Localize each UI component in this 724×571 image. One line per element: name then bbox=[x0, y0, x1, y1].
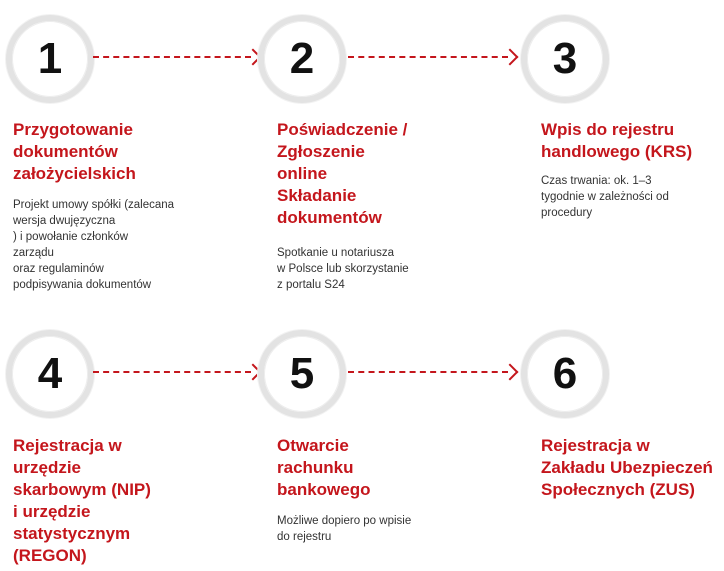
arrow-1-to-2-icon bbox=[93, 56, 251, 60]
step-2-number: 2 bbox=[289, 34, 315, 83]
step-6-circle bbox=[521, 330, 609, 418]
step-4-circle bbox=[6, 330, 94, 418]
step-2-title: Poświadczenie / Zgłoszenie online Składanie dokumentów bbox=[277, 120, 408, 227]
step-5-description: Możliwe dopiero po wpisie do rejestru bbox=[277, 515, 412, 543]
step-1-number: 1 bbox=[37, 34, 63, 83]
step-3-title: Wpis do rejestru handlowego (KRS) bbox=[541, 120, 693, 161]
step-3-description: Czas trwania: ok. 1–3 tygodnie w zależności od procedury bbox=[541, 175, 669, 219]
step-5-circle bbox=[258, 330, 346, 418]
step-1-description: Projekt umowy spółki (zalecana wersja dwujęzyczna ) i powołanie członków zarządu oraz regulaminów podpisywania dokumentów bbox=[13, 199, 175, 291]
step-3-number: 3 bbox=[552, 34, 578, 83]
step-5-title: Otwarcie rachunku bankowego bbox=[277, 436, 371, 499]
step-2-circle bbox=[258, 15, 346, 103]
step-1-title: Przygotowanie dokumentów założycielskich bbox=[13, 120, 136, 183]
arrow-5-to-6-icon bbox=[348, 371, 508, 375]
step-1-circle bbox=[6, 15, 94, 103]
step-3-circle bbox=[521, 15, 609, 103]
step-4-title: Rejestracja w urzędzie skarbowym (NIP) i urzędzie statystycznym (REGON) bbox=[13, 436, 151, 565]
step-6-number: 6 bbox=[552, 349, 578, 398]
step-2-description: Spotkanie u notariusza w Polsce lub skorzystanie z portalu S24 bbox=[277, 247, 409, 291]
arrow-2-to-3-icon bbox=[348, 56, 508, 60]
step-4-number: 4 bbox=[37, 349, 63, 398]
step-6-title: Rejestracja w Zakładu Ubezpieczeń Społecznych (ZUS) bbox=[541, 436, 713, 499]
step-5-number: 5 bbox=[289, 349, 315, 398]
arrow-4-to-5-icon bbox=[93, 371, 251, 375]
